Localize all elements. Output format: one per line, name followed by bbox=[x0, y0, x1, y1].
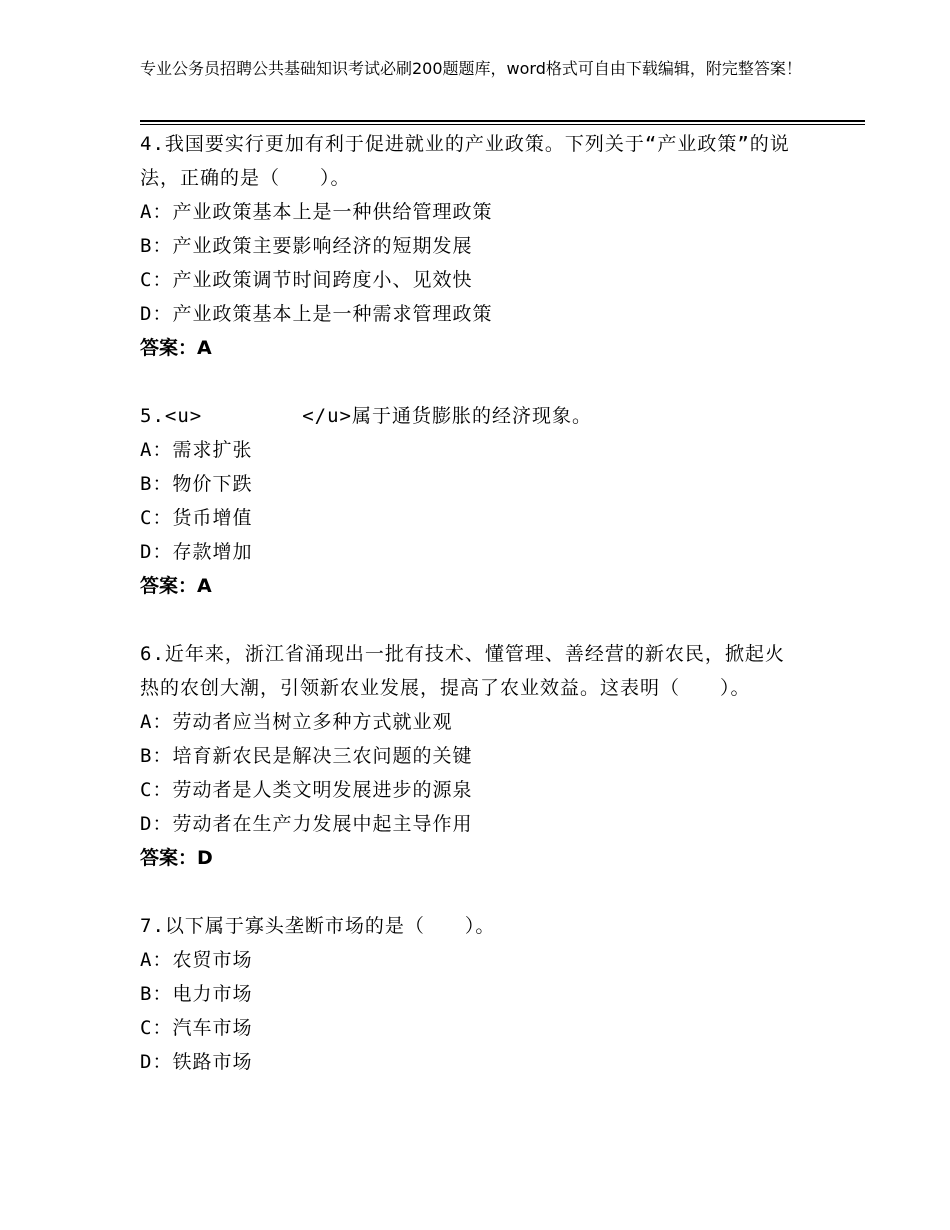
option-d: D：产业政策基本上是一种需求管理政策 bbox=[140, 303, 493, 325]
question-6 bbox=[140, 637, 800, 875]
option-c: C：产业政策调节时间跨度小、见效快 bbox=[140, 269, 473, 291]
option-a: A：产业政策基本上是一种供给管理政策 bbox=[140, 201, 493, 223]
answer: 答案：A bbox=[140, 575, 212, 597]
option-d: D：存款增加 bbox=[140, 541, 253, 563]
option-d: D：铁路市场 bbox=[140, 1051, 253, 1073]
option-b: B：电力市场 bbox=[140, 983, 253, 1005]
option-b: B：产业政策主要影响经济的短期发展 bbox=[140, 235, 473, 257]
option-c: C：劳动者是人类文明发展进步的源泉 bbox=[140, 779, 473, 801]
option-c: C：汽车市场 bbox=[140, 1017, 253, 1039]
option-a: A：农贸市场 bbox=[140, 949, 253, 971]
question-stem: 6.近年来，浙江省涌现出一批有技术、懂管理、善经营的新农民，掀起火热的农创大潮，引领新农业发展，提高了农业效益。这表明（ ）。 bbox=[140, 643, 785, 699]
option-a: A：劳动者应当树立多种方式就业观 bbox=[140, 711, 453, 733]
option-b: B：物价下跌 bbox=[140, 473, 253, 495]
header-divider-thick bbox=[140, 120, 865, 122]
question-stem: 4.我国要实行更加有利于促进就业的产业政策。下列关于“产业政策”的说法，正确的是（ ）。 bbox=[140, 133, 790, 189]
header-divider-thin bbox=[140, 124, 865, 125]
answer: 答案：D bbox=[140, 847, 213, 869]
option-b: B：培育新农民是解决三农问题的关键 bbox=[140, 745, 473, 767]
page-header: 专业公务员招聘公共基础知识考试必刷200题题库，word格式可自由下载编辑，附完整答案！ bbox=[140, 59, 802, 78]
option-c: C：货币增值 bbox=[140, 507, 253, 529]
question-7 bbox=[140, 909, 800, 1079]
question-stem: 7.以下属于寡头垄断市场的是（ ）。 bbox=[140, 915, 496, 937]
option-d: D：劳动者在生产力发展中起主导作用 bbox=[140, 813, 473, 835]
question-list bbox=[140, 127, 800, 1113]
option-a: A：需求扩张 bbox=[140, 439, 253, 461]
question-5 bbox=[140, 399, 800, 603]
answer: 答案：A bbox=[140, 337, 212, 359]
question-stem: 5.<u> </u>属于通货膨胀的经济现象。 bbox=[140, 405, 592, 427]
question-4 bbox=[140, 127, 800, 365]
